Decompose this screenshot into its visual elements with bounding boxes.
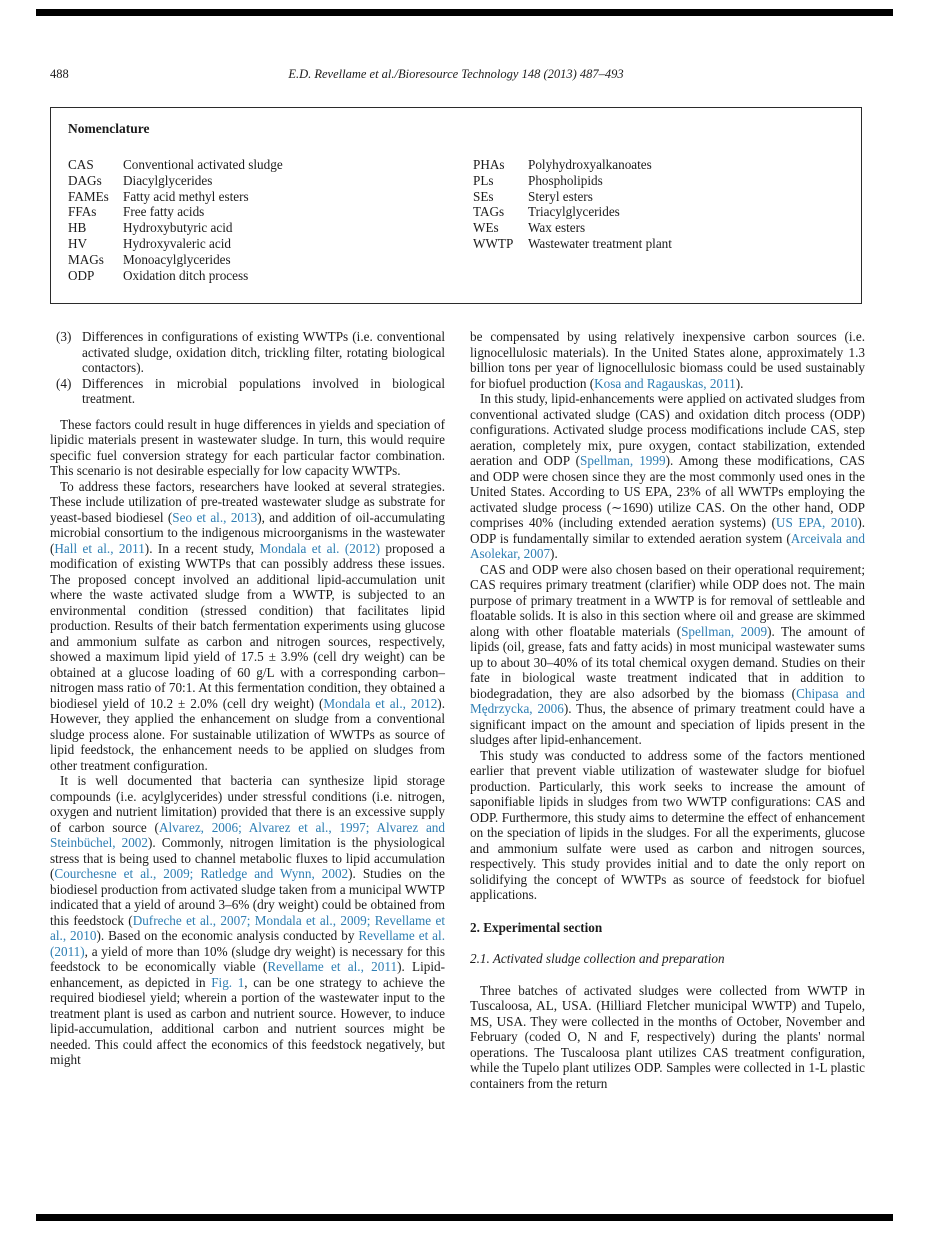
paragraph: These factors could result in huge differences in yields and speciation of lipidic materials present in wastewater sludge. In turn, this would require specific fuel conversion strategy for each particular factor combination. This scenario is not desirable especially for low capacity WWTPs. [50, 416, 445, 478]
paragraph: Three batches of activated sludges were collected from WWTP in Tuscaloosa, AL, USA. (Hilliard Fletcher municipal WWTP) and Tupelo, MS, USA. They were collected in the months of October, November and February (coded O, N and F, respectively) during the plants' normal operations. The Tuscaloosa plant utilizes CAS treatment configuration, while the Tupelo plant utilizes ODP. Samples were collected in 1-L plastic containers from the return [470, 982, 865, 1091]
nomenclature-term: PLs [473, 172, 494, 188]
bottom-rule [36, 1214, 893, 1221]
nomenclature-left-list [68, 157, 468, 283]
nomenclature-definition: Monoacylglycerides [123, 251, 231, 267]
nomenclature-definition: Diacylglycerides [123, 172, 213, 188]
nomenclature-row [68, 173, 468, 189]
nomenclature-definition: Oxidation ditch process [123, 267, 249, 283]
nomenclature-row [68, 268, 468, 284]
nomenclature-term: WWTP [473, 235, 514, 251]
nomenclature-box [50, 107, 862, 304]
list-item-text: Differences in configurations of existing WWTPs (i.e. conventional activated sludge, oxidation ditch, trickling filter, rotating biological contactors). [82, 329, 445, 375]
nomenclature-row [473, 173, 853, 189]
nomenclature-term: CAS [68, 157, 94, 172]
citation-link[interactable]: Kosa and Ragauskas, 2011 [594, 375, 736, 391]
citation-link[interactable]: Mondala et al., 2012 [323, 695, 438, 711]
paragraph: be compensated by using relatively inexpensive carbon sources (i.e. lignocellulosic materials). In the United States alone, approximately 1.3 billion tons per year of lignocellulosic biomass could be used sustainably for biofuel production (Kosa and Ragauskas, 2011). [470, 329, 865, 391]
nomenclature-row [473, 157, 853, 173]
nomenclature-definition: Polyhydroxyalkanoates [528, 157, 652, 172]
right-column [470, 329, 865, 1091]
nomenclature-term: FAMEs [68, 188, 109, 204]
body-columns [50, 329, 865, 1091]
list-item [50, 376, 445, 407]
nomenclature-row [68, 157, 468, 173]
citation-link[interactable]: Dufreche et al., 2007; Mondala et al., 2009; Revellame et al., 2010 [50, 912, 446, 943]
nomenclature-row [68, 252, 468, 268]
list-item-number: (4) [56, 375, 72, 391]
nomenclature-row [473, 220, 853, 236]
nomenclature-definition: Steryl esters [528, 188, 593, 204]
citation-link[interactable]: Alvarez, 2006; Alvarez et al., 1997; Alvarez and Steinbüchel, 2002 [50, 819, 445, 850]
nomenclature-definition: Triacylglycerides [528, 204, 620, 220]
nomenclature-row [68, 220, 468, 236]
nomenclature-term: HV [68, 235, 88, 251]
citation-link[interactable]: Fig. 1 [211, 974, 245, 990]
nomenclature-term: WEs [473, 220, 499, 236]
nomenclature-definition: Fatty acid methyl esters [123, 188, 249, 204]
left-column [50, 329, 445, 1091]
nomenclature-definition: Wax esters [528, 220, 586, 236]
page-number: 488 [50, 67, 69, 81]
nomenclature-term: FFAs [68, 204, 97, 220]
nomenclature-right-list [473, 157, 853, 252]
nomenclature-term: ODP [68, 267, 95, 283]
paragraph: It is well documented that bacteria can synthesize lipid storage compounds (i.e. acylglycerides) under stressful conditions (i.e. nitrogen, oxygen and nutrient limitation) provided that there is an excessive supply of carbon source (Alvarez, 2006; Alvarez et al., 1997; Alvarez and Steinbüchel, 2002). Commonly, nitrogen limitation is the physiological stress that is being used to channel metabolic fluxes to lipid accumulation (Courchesne et al., 2009; Ratledge and Wynn, 2002). Studies on the biodiesel production from activated sludge taken from a municipal WWTP indicated that a yield of around 3–6% (dry weight) could be obtained from this feedstock (Dufreche et al., 2007; Mondala et al., 2009; Revellame et al., 2010). Based on the economic analysis conducted by Revellame et al. (2011), a yield of more than 10% (sludge dry weight) is necessary for this feedstock to be economically viable (Revellame et al., 2011). Lipid-enhancement, as depicted in Fig. 1, can be one strategy to achieve the required biodiesel yield; wherein a portion of the wastewater input to the treatment plant is used as carbon and nutrient source. However, to induce lipid-accumulation, additional carbon and nutrient sources might be needed. This could affect the economics of this feedstock negatively, but might [50, 773, 446, 1067]
nomenclature-row [68, 189, 468, 205]
nomenclature-term: HB [68, 220, 87, 236]
nomenclature-definition: Phospholipids [528, 172, 603, 188]
citation-link[interactable]: US EPA, 2010 [775, 515, 858, 530]
citation-link[interactable]: Mondala et al. (2012) [259, 540, 381, 556]
paragraph: To address these factors, researchers have looked at several strategies. These include utilization of pre-treated wastewater sludge as substrate for yeast-based biodiesel (Seo et al., 2013), and addition of oil-accumulating microbial consortium to the indigenous microorganisms in the wastewater (Hall et al., 2011). In a recent study, Mondala et al. (2012) proposed a modification of existing WWTPs that can possibly address these issues. The proposed concept involved an additional lipid-accumulation unit where the waste activated sludge from a WWTP, is subjected to an environmental condition (stressed condition) that facilitates lipid production. Results of their batch fermentation experiments using glucose and ammonium sulfate as carbon and nitrogen sources, respectively, showed a maximum lipid yield of 17.5 ± 3.9% (cell dry weight) can be obtained at a glucose loading of 60 g/L with a corresponding carbon–nitrogen mass ratio of 70:1. At this fermentation condition, they obtained a biodiesel yield of 10.2 ± 2.0% (cell dry weight) (Mondala et al., 2012). However, they applied the enhancement on sludge from a conventional sludge process alone. For sustainable utilization of WWTPs as source of lipid feedstock, the enhancement needs to be applied on sludges from other treatment configuration. [50, 478, 446, 773]
nomenclature-definition: Hydroxyvaleric acid [123, 235, 232, 251]
subsection-heading: 2.1. Activated sludge collection and preparation [470, 951, 725, 966]
list-item-text: Differences in microbial populations involved in biological treatment. [82, 375, 445, 406]
section-heading: 2. Experimental section [470, 919, 603, 935]
nomenclature-row [473, 189, 853, 205]
nomenclature-definition: Hydroxybutyric acid [123, 220, 233, 236]
paragraph: In this study, lipid-enhancements were applied on activated sludges from conventional activated sludge (CAS) and oxidation ditch process (ODP) configurations. Activated sludge process modifications include CAS, step aeration, completely mix, pure oxygen, contact stabilization, extended aeration and ODP (Spellman, 1999). Among these modifications, CAS and ODP were chosen since they are the most commonly used ones in the United States. According to US EPA, 23% of all WWTPs employing the activated sludge process (∼1690) utilize CAS. On the other hand, ODP comprises 40% (including extended aeration systems) (US EPA, 2010). ODP is fundamentally similar to extended aeration system (Arceivala and Asolekar, 2007). [470, 391, 866, 561]
citation-link[interactable]: Courchesne et al., 2009; Ratledge and Wynn, 2002 [54, 866, 349, 881]
top-rule [36, 9, 893, 16]
nomenclature-term: SEs [473, 188, 494, 204]
page-header [50, 67, 862, 82]
nomenclature-row [473, 204, 853, 220]
citation-link[interactable]: Hall et al., 2011 [54, 540, 145, 556]
list-item [50, 329, 445, 376]
nomenclature-row [68, 204, 468, 220]
list-item-number: (3) [56, 329, 72, 344]
nomenclature-definition: Conventional activated sludge [123, 157, 283, 172]
nomenclature-definition: Free fatty acids [123, 204, 205, 220]
paragraph: CAS and ODP were also chosen based on their operational requirement; CAS requires primary treatment (clarifier) while ODP does not. The main purpose of primary treatment in a WWTP is for removal of settleable and floatable solids. It is also in this section where oil and grease are skimmed along with other floatable materials (Spellman, 2009). The amount of lipids (oil, grease, fats and fatty acids) in most municipal wastewater sums up to about 30–40% of its total chemical oxygen demand. Studies on their fate in biological waste treatment indicated that in addition to biodegradation, they are also adsorbed by the biomass (Chipasa and Mędrzycka, 2006). Thus, the absence of primary treatment could have a significant impact on the amount and speciation of lipids present in the sludges after lipid-enhancement. [470, 561, 866, 747]
citation-link[interactable]: Revellame et al., 2011 [267, 959, 398, 974]
nomenclature-term: DAGs [68, 172, 102, 188]
nomenclature-row [473, 236, 853, 252]
nomenclature-term: MAGs [68, 251, 104, 267]
citation-link[interactable]: Spellman, 2009 [681, 623, 768, 639]
citation-link[interactable]: Arceivala and Asolekar, 2007 [470, 530, 865, 561]
citation-link[interactable]: Chipasa and Mędrzycka, 2006 [470, 685, 865, 716]
citation-link[interactable]: Spellman, 1999 [580, 453, 666, 468]
citation-link[interactable]: Revellame et al. (2011) [50, 928, 445, 959]
nomenclature-term: PHAs [473, 157, 505, 172]
nomenclature-term: TAGs [473, 204, 505, 220]
paragraph: This study was conducted to address some of the factors mentioned earlier that prevent viable utilization of wastewater sludge for biofuel production. Particularly, this work seeks to increase the amount of saponifiable lipids in sludges from two WWTP configurations: CAS and ODP. Furthermore, this study aims to determine the effect of enhancement on the speciation of lipids in the sludges. For all the experiments, glucose and ammonium sulfate were used as carbon and nitrogen sources, respectively. This study provides initial and to date the only report on solidifying the concept of WWTPs as source of feedstock for biofuel applications. [470, 747, 865, 902]
nomenclature-definition: Wastewater treatment plant [528, 235, 672, 251]
citation-link[interactable]: Seo et al., 2013 [172, 509, 258, 525]
nomenclature-title: Nomenclature [68, 121, 150, 136]
nomenclature-row [68, 236, 468, 252]
running-head: E.D. Revellame et al./Bioresource Technology 148 (2013) 487–493 [288, 67, 624, 81]
